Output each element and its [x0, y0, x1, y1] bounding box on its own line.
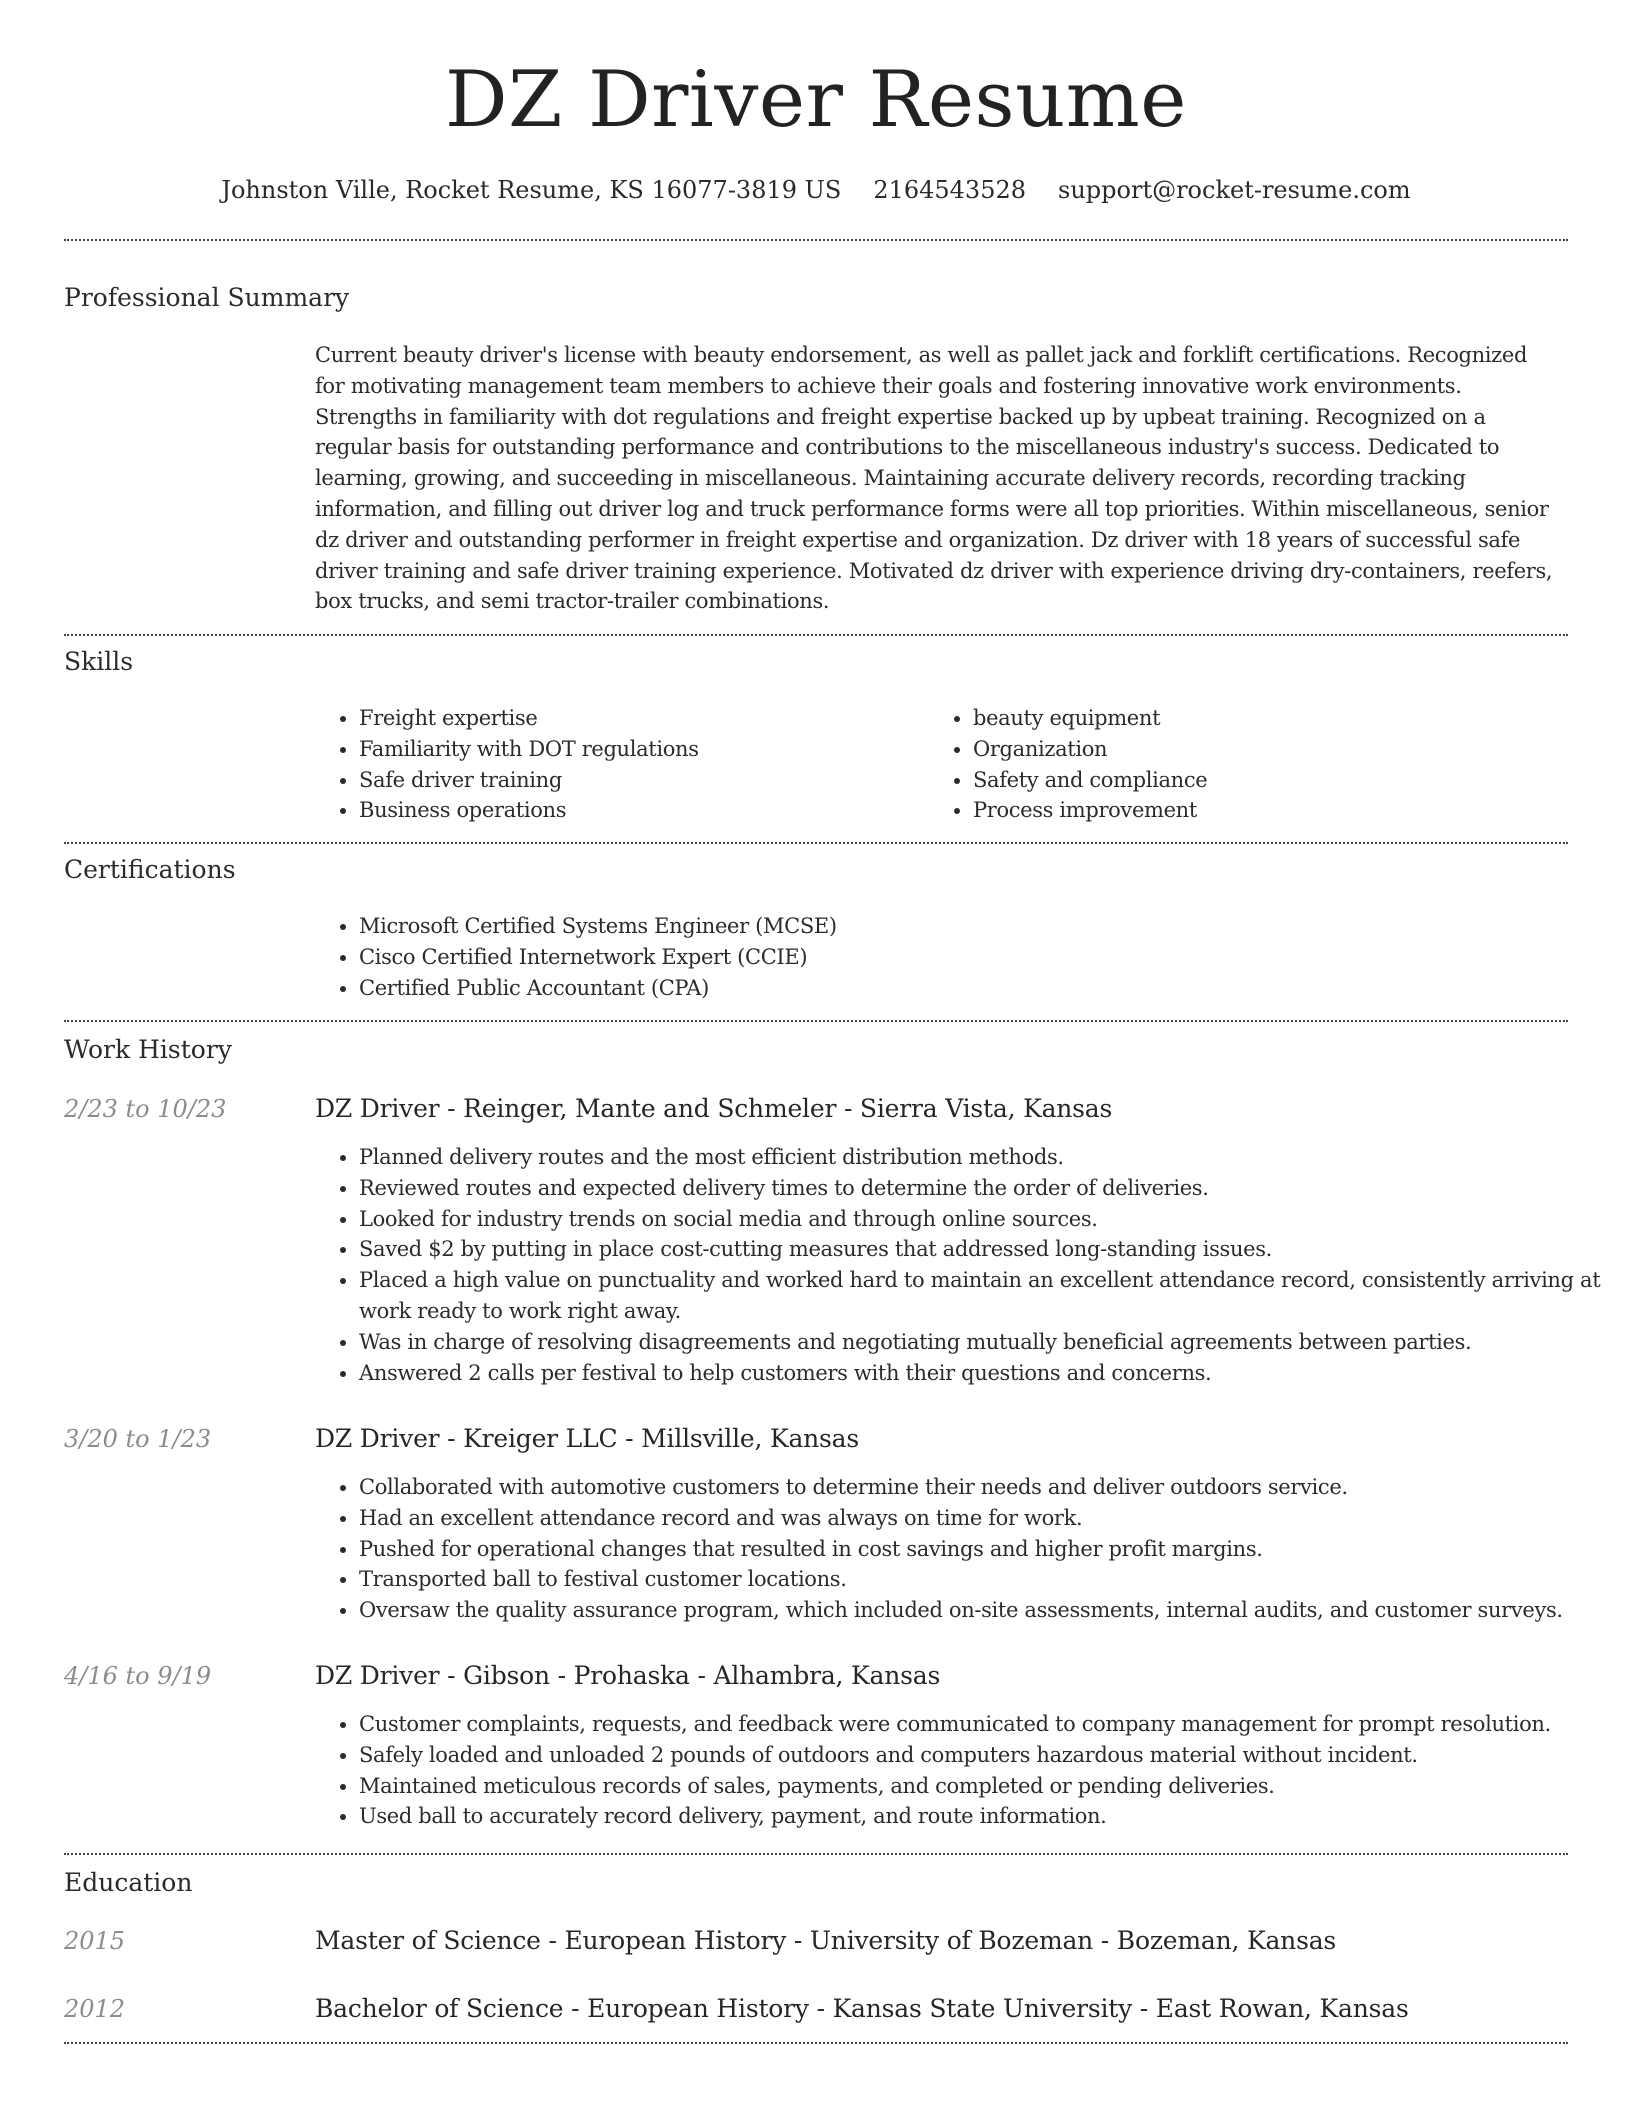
- job-bullets: [315, 1472, 1604, 1626]
- job-bullet: • Oversaw the quality assurance program, which included on-site assessments, internal audits, and customer surveys.: [359, 1595, 1604, 1626]
- job-bullet: • Reviewed routes and expected delivery times to determine the order of deliveries.: [359, 1173, 1604, 1204]
- divider: [64, 1020, 1568, 1022]
- divider: [64, 634, 1568, 636]
- certification-item: • Certified Public Accountant (CPA): [359, 973, 1559, 1004]
- section-title-summary: Professional Summary: [64, 283, 350, 312]
- divider: [64, 1853, 1568, 1855]
- job-title: DZ Driver - Kreiger LLC - Millsville, Kansas: [315, 1424, 860, 1453]
- skills-list-right: [929, 703, 1573, 826]
- contact-line: [64, 170, 1568, 210]
- job-dates: 3/20 to 1/23: [64, 1425, 212, 1453]
- section-title-skills: Skills: [64, 647, 134, 676]
- divider: [64, 842, 1568, 844]
- contact-email: support@rocket-resume.com: [1058, 176, 1411, 204]
- divider: [64, 239, 1568, 241]
- job-bullet: • Used ball to accurately record delivery, payment, and route information.: [359, 1801, 1604, 1832]
- section-title-certifications: Certifications: [64, 855, 236, 884]
- job-bullet: • Customer complaints, requests, and feedback were communicated to company management for prompt resolution.: [359, 1709, 1604, 1740]
- skill-item: • Organization: [973, 734, 1573, 765]
- job-bullet: • Looked for industry trends on social media and through online sources.: [359, 1204, 1604, 1235]
- job-bullets: [315, 1709, 1604, 1832]
- skill-item: • Process improvement: [973, 795, 1573, 826]
- skill-item: • beauty equipment: [973, 703, 1573, 734]
- contact-phone: 2164543528: [873, 176, 1027, 204]
- job-bullet: • Pushed for operational changes that resulted in cost savings and higher profit margins.: [359, 1534, 1604, 1565]
- job-dates: 4/16 to 9/19: [64, 1662, 212, 1690]
- section-title-work-history: Work History: [64, 1035, 232, 1064]
- skill-item: • Familiarity with DOT regulations: [359, 734, 919, 765]
- summary-text: Current beauty driver's license with beauty endorsement, as well as pallet jack and forklift certifications. Recognized for motivating management team members to achieve their goals and fostering innovative work environments. Strengths in familiarity with dot regulations and freight expertise backed up by upbeat training. Recognized on a regular basis for outstanding performance and contributions to the miscellaneous industry's success. Dedicated to learning, growing, and succeeding in miscellaneous. Maintaining accurate delivery records, recording tracking information, and filling out driver log and truck performance forms were all top priorities. Within miscellaneous, senior dz driver and outstanding performer in freight expertise and organization. Dz driver with 18 years of successful safe driver training and safe driver training experience. Motivated dz driver with experience driving dry-containers, reefers, box trucks, and semi tractor-trailer combinations.: [315, 343, 1553, 614]
- job-bullet: • Placed a high value on punctuality and worked hard to maintain an excellent attendance record, consistently arriving at work ready to work right away.: [359, 1265, 1604, 1327]
- skill-item: • Business operations: [359, 795, 919, 826]
- job-dates: 2/23 to 10/23: [64, 1095, 227, 1123]
- job-bullet: • Maintained meticulous records of sales, payments, and completed or pending deliveries.: [359, 1771, 1604, 1802]
- divider: [64, 2042, 1568, 2044]
- skill-item: • Freight expertise: [359, 703, 919, 734]
- job-bullet: • Collaborated with automotive customers to determine their needs and deliver outdoors service.: [359, 1472, 1604, 1503]
- job-title: DZ Driver - Reinger, Mante and Schmeler - Sierra Vista, Kansas: [315, 1094, 1113, 1123]
- certification-item: • Cisco Certified Internetwork Expert (CCIE): [359, 942, 1559, 973]
- section-title-education: Education: [64, 1868, 193, 1897]
- resume-title: DZ Driver Resume: [445, 55, 1187, 145]
- job-bullet: • Safely loaded and unloaded 2 pounds of outdoors and computers hazardous material without incident.: [359, 1740, 1604, 1771]
- education-degree: Master of Science - European History - University of Bozeman - Bozeman, Kansas: [315, 1926, 1337, 1955]
- certification-item: • Microsoft Certified Systems Engineer (MCSE): [359, 911, 1559, 942]
- job-bullet: • Planned delivery routes and the most efficient distribution methods.: [359, 1142, 1604, 1173]
- contact-address: Johnston Ville, Rocket Resume, KS 16077-3819 US: [221, 176, 842, 204]
- job-bullets: [315, 1142, 1604, 1388]
- education-year: 2012: [64, 1995, 126, 2023]
- job-bullet: • Had an excellent attendance record and was always on time for work.: [359, 1503, 1604, 1534]
- job-bullet: • Saved $2 by putting in place cost-cutting measures that addressed long-standing issues.: [359, 1234, 1604, 1265]
- education-year: 2015: [64, 1927, 126, 1955]
- job-bullet: • Answered 2 calls per festival to help customers with their questions and concerns.: [359, 1358, 1604, 1389]
- certifications-list: [315, 911, 1559, 1003]
- job-title: DZ Driver - Gibson - Prohaska - Alhambra, Kansas: [315, 1661, 941, 1690]
- education-degree: Bachelor of Science - European History - Kansas State University - East Rowan, Kansas: [315, 1994, 1409, 2023]
- skill-item: • Safe driver training: [359, 765, 919, 796]
- skills-list-left: [315, 703, 919, 826]
- skill-item: • Safety and compliance: [973, 765, 1573, 796]
- job-bullet: • Transported ball to festival customer locations.: [359, 1564, 1604, 1595]
- job-bullet: • Was in charge of resolving disagreements and negotiating mutually beneficial agreements between parties.: [359, 1327, 1604, 1358]
